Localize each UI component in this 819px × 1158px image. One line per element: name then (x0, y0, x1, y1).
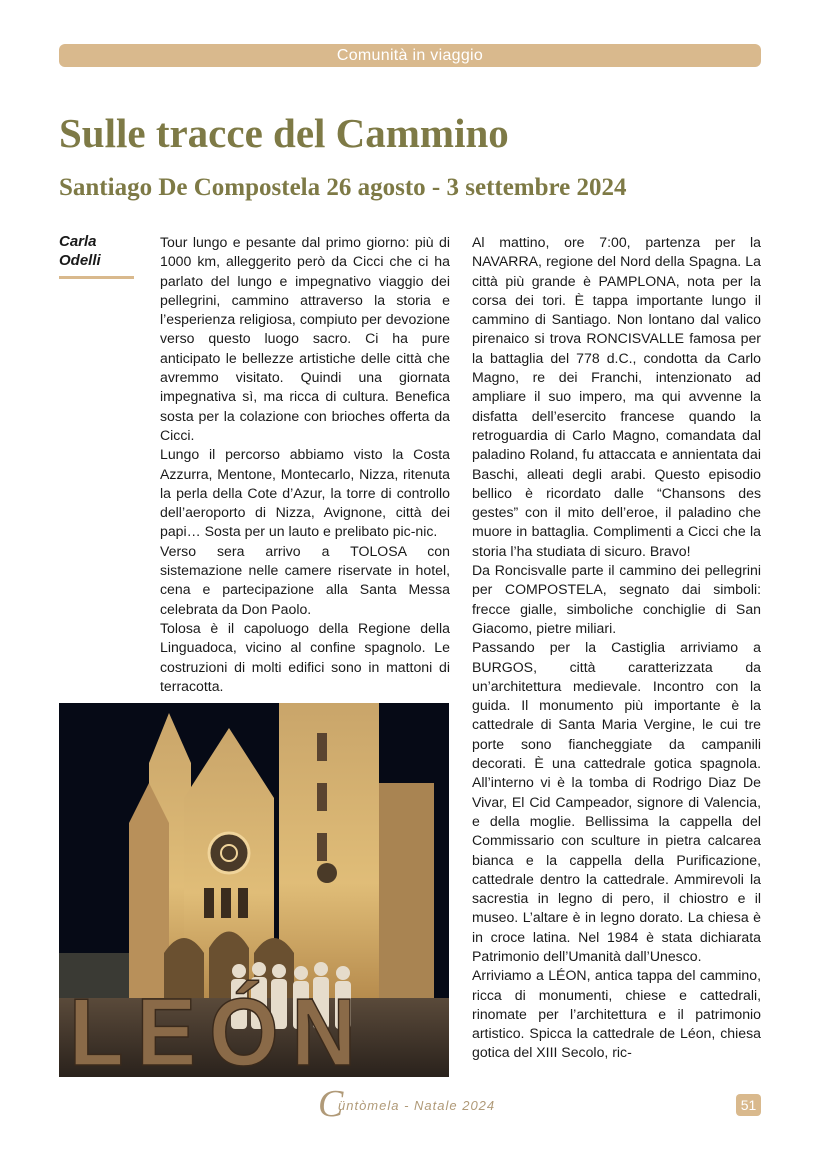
article-title: Sulle tracce del Cammino (59, 110, 509, 156)
paragraph: Verso sera arrivo a TOLOSA con sistemazione nelle camere riservate in hotel, cena e partecipazione alla Santa Messa celebrata da Don Paolo. (160, 542, 450, 617)
author-first-name: Carla (59, 233, 97, 250)
text-column-right (472, 233, 761, 1079)
magazine-footer (318, 1084, 578, 1124)
magazine-issue: üntòmela - Natale 2024 (338, 1098, 496, 1113)
paragraph: Da Roncisvalle parte il cammino dei pellegrini per COMPOSTELA, segnato dai simboli: frecce gialle, simboliche conchiglie di San Giacomo, pietre miliari. (472, 562, 761, 636)
magazine-initial: C (318, 1083, 344, 1125)
section-label: Comunità in viaggio (336, 47, 484, 64)
paragraph: Tour lungo e pesante dal primo giorno: più di 1000 km, alleggerito però da Cicci che ci ha parlato del lungo e impegnativo viaggio dei pellegrini, cammino attraverso la storia e l’esperienza religiosa, compiuto per devozione verso questo luogo sacro. Ci ha pure anticipato le bellezze artistiche delle città che avremmo visitato. Quindi una giornata impegnativa sì, ma ricca di cultura. Benefica sosta per la colazione con brioches offerta da Cicci. (160, 234, 450, 443)
paragraph: Passando per la Castiglia arriviamo a BURGOS, città caratterizzata da un’architettura medievale. Incontro con la guida. Il monumento più importante è la cattedrale di Santa Maria Vergine, le cui tre porte sono fiancheggiate da campanili decorati. È una cattedrale gotica spagnola. All’interno vi è la tomba di Rodrigo Diaz De Vivar, El Cid Campeador, signore di Valencia, e della moglie. Bellissima la cappella del Commissario con sculture in pietra calcarea bianca e la cappella della Purificazione, cattedrale dentro la cattedrale. Ammirevoli la sacrestia in legno di pero, il chiostro e il museo. L’altare è in legno dorato. La chiesa è in croce latina. Nel 1984 è stata dichiarata Patrimonio dell’Umanità dall’Unesco. (472, 639, 761, 964)
author-divider (59, 276, 134, 279)
author-last-name: Odelli (59, 252, 101, 269)
text-column-middle (160, 233, 450, 696)
author-name (59, 232, 134, 270)
paragraph: Lungo il percorso abbiamo visto la Costa Azzurra, Mentone, Montecarlo, Nizza, ritenuta la perla della Cote d’Azur, la torre di controllo dell’aeroporto di Nizza, Avignone, città dei papi… Sosta per un lauto e prelibato pic-nic. (160, 446, 450, 540)
paragraph: Arriviamo a LÉON, antica tappa del cammino, ricca di monumenti, chiese e cattedrali, rinomate per l’architettura e il patrimonio artistico. Spicca la cattedrale de Léon, chiesa gotica del XIII Secolo, ric- (472, 967, 761, 1061)
paragraph: Tolosa è il capoluogo della Regione della Linguadoca, vicino al confine spagnolo. Le costruzioni di molti edifici sono in mattoni di terracotta. (160, 619, 450, 694)
page-number: 51 (736, 1094, 761, 1116)
cathedral-photo (59, 703, 449, 1077)
article-subtitle: Santiago De Compostela 26 agosto - 3 settembre 2024 (59, 174, 627, 201)
section-banner (59, 44, 761, 67)
paragraph: Al mattino, ore 7:00, partenza per la NAVARRA, regione del Nord della Spagna. La città più grande è PAMPLONA, nota per la corsa dei tori. È tappa importante lungo il cammino di Santiago. Non lontano dal valico pirenaico si trova RONCISVALLE famosa per la battaglia del 778 d.C., condotta da Carlo Magno, re dei Franchi, intenzionato ad ampliare il suo impero, ma qui avvenne la disfatta dell’esercito francese quando la retroguardia di Carlo Magno, comandata dal paladino Roland, fu attaccata e annientata dai Baschi, alleati degli arabi. Questo episodio bellico è ricordato dalle “Chansons des gestes” con il mito dell’eroe, il paladino che muore in battaglia. Complimenti a Cicci che la storia l’ha studiata di sicuro. Bravo! (472, 234, 761, 559)
photo-sign-text: LEÓN (69, 979, 369, 1077)
